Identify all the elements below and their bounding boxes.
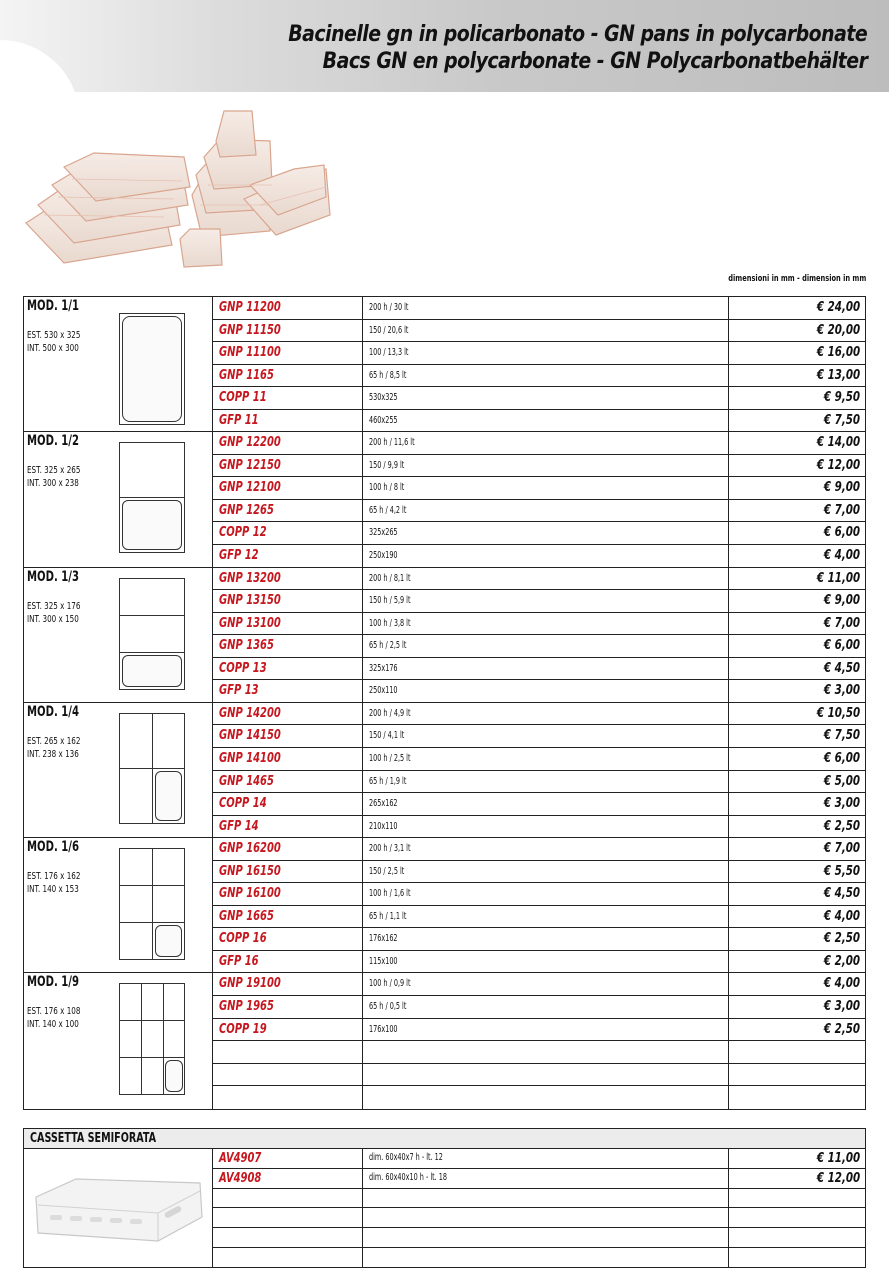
table-row [213,568,865,591]
product-desc: 115x100 [369,955,398,967]
module-block [24,838,865,973]
external-dimensions: EST. 265 x 162 [27,735,81,747]
product-code: COPP 13 [219,660,267,676]
product-price: € 9,50 [823,390,860,406]
product-desc: 210x110 [369,820,398,832]
table-row [213,1208,865,1228]
product-code: GFP 11 [219,412,259,428]
module-block [24,568,865,703]
product-price: € 10,50 [816,705,860,721]
table-row [213,365,865,388]
product-price: € 3,00 [823,683,860,699]
product-code: GNP 1465 [219,773,274,789]
page-title-line1: Bacinelle gn in policarbonato - GN pans in polycarbonate [288,22,867,47]
module-rows [213,297,865,432]
product-code: GNP 14200 [219,705,281,721]
product-code: GNP 14100 [219,750,281,766]
cassetta-section [23,1128,866,1268]
product-code: GNP 1265 [219,502,274,518]
table-row [213,748,865,771]
module-title: MOD. 1/4 [27,703,79,720]
external-dimensions: EST. 176 x 108 [27,1006,81,1018]
table-row [213,432,865,455]
table-row [213,793,865,816]
module-rows [213,703,865,838]
internal-dimensions: INT. 140 x 100 [27,1019,79,1031]
table-row [213,816,865,839]
table-row [213,342,865,365]
internal-dimensions: INT. 300 x 150 [27,613,79,625]
product-code: GFP 12 [219,548,259,564]
module-rows [213,838,865,973]
table-row [213,545,865,568]
page-title-line2: Bacs GN en polycarbonate - GN Polycarbonatbehälter [322,49,867,74]
module-dimensions [27,735,80,761]
product-desc: 65 h / 1,9 lt [369,775,407,787]
product-desc: 325x176 [369,662,398,674]
product-code: GNP 16100 [219,886,281,902]
product-code: GFP 13 [219,683,259,699]
product-desc: 100 h / 1,6 lt [369,888,411,900]
table-row [213,477,865,500]
product-price: € 20,00 [816,322,860,338]
product-code: GNP 12200 [219,435,281,451]
module-rows [213,432,865,567]
product-code: GNP 11150 [219,322,281,338]
product-price: € 9,00 [823,593,860,609]
module-info [24,297,213,431]
table-row [213,590,865,613]
product-code: GNP 1365 [219,638,274,654]
product-price: € 2,50 [823,818,860,834]
product-price: € 3,00 [823,796,860,812]
internal-dimensions: INT. 500 x 300 [27,343,79,354]
module-info [24,703,213,837]
product-code: COPP 14 [219,796,267,812]
product-price: € 6,00 [823,525,860,541]
product-code: GNP 13100 [219,615,281,631]
module-rows [213,973,865,1108]
product-price: € 13,00 [816,367,860,383]
product-desc: 100 / 13,3 lt [369,347,409,359]
product-desc: 150 / 4,1 lt [369,730,405,742]
product-price: € 2,50 [823,931,860,947]
product-price: € 4,00 [823,908,860,924]
table-row [213,522,865,545]
module-title: MOD. 1/9 [27,974,79,991]
module-rows [213,568,865,703]
product-price: € 6,00 [823,638,860,654]
table-row [213,996,865,1019]
cassetta-header [24,1129,865,1149]
table-row [213,1189,865,1209]
module-block [24,973,865,1109]
table-row [213,906,865,929]
product-price: € 5,50 [823,863,860,879]
product-desc: 150 h / 5,9 lt [369,595,411,607]
product-code: COPP 16 [219,931,267,947]
product-desc: 200 h / 30 lt [369,302,409,313]
table-row [213,1064,865,1087]
table-row [213,658,865,681]
table-row [213,951,865,974]
module-info [24,432,213,566]
table-row [213,410,865,433]
product-price: € 7,00 [823,615,860,631]
product-desc: 200 h / 4,9 lt [369,707,411,719]
external-dimensions: EST. 176 x 162 [27,871,81,883]
product-price: € 12,00 [816,457,860,473]
table-row [213,928,865,951]
crate-photo [30,1161,206,1261]
table-row [213,973,865,996]
product-desc: 250x110 [369,685,398,697]
price-table [23,296,866,1110]
external-dimensions: EST. 530 x 325 [27,330,81,341]
module-title: MOD. 1/3 [27,568,79,585]
product-code: AV4907 [219,1151,262,1166]
product-price: € 3,00 [823,999,860,1015]
product-code: GNP 1665 [219,908,274,924]
internal-dimensions: INT. 140 x 153 [27,884,79,896]
table-row [213,635,865,658]
product-desc: 250x190 [369,550,398,562]
module-title: MOD. 1/1 [27,298,79,314]
product-desc: 200 h / 11,6 lt [369,437,415,449]
product-code: GNP 16150 [219,863,281,879]
module-dimensions [27,600,80,626]
product-price: € 11,00 [816,1151,860,1166]
cassetta-title: CASSETTA SEMIFORATA [30,1131,157,1146]
product-price: € 4,50 [823,886,860,902]
product-desc: 176x100 [369,1023,398,1035]
product-price: € 2,50 [823,1021,860,1037]
product-desc: 150 / 9,9 lt [369,459,405,471]
product-price: € 7,50 [823,412,860,428]
product-price: € 5,00 [823,773,860,789]
table-row [213,1019,865,1042]
product-price: € 12,00 [816,1170,860,1186]
product-desc: 200 h / 3,1 lt [369,843,411,855]
module-dimensions [27,329,80,355]
external-dimensions: EST. 325 x 265 [27,465,81,477]
table-row [213,455,865,478]
product-code: GNP 13150 [219,593,281,609]
module-block [24,297,865,432]
table-row [213,613,865,636]
product-code: COPP 19 [219,1021,267,1037]
product-price: € 7,00 [823,502,860,518]
table-row [213,771,865,794]
product-code: GNP 11100 [219,345,281,361]
table-row [213,1041,865,1064]
module-block [24,432,865,567]
product-desc: 100 h / 8 lt [369,482,405,494]
product-code: GNP 11200 [219,300,281,315]
internal-dimensions: INT. 300 x 238 [27,478,79,490]
product-desc: 200 h / 8,1 lt [369,572,411,584]
module-block [24,703,865,838]
product-desc: 150 / 2,5 lt [369,865,405,877]
product-price: € 9,00 [823,480,860,496]
product-code: GNP 14150 [219,728,281,744]
product-desc: 100 h / 2,5 lt [369,752,411,764]
module-info [24,838,213,972]
product-desc: 150 / 20,6 lt [369,324,409,336]
product-code: COPP 11 [219,390,267,406]
product-price: € 7,00 [823,841,860,857]
product-price: € 11,00 [816,570,860,586]
gn-pans-photo [24,105,334,280]
table-row [213,703,865,726]
product-code: GFP 14 [219,818,259,834]
product-desc: 65 h / 0,5 lt [369,1001,407,1013]
table-row [213,1149,865,1169]
product-price: € 14,00 [816,435,860,451]
table-row [213,500,865,523]
product-price: € 2,00 [823,953,860,969]
product-price: € 4,00 [823,976,860,992]
module-title: MOD. 1/2 [27,433,79,450]
internal-dimensions: INT. 238 x 136 [27,748,79,760]
product-desc: dim. 60x40x7 h - lt. 12 [369,1152,443,1163]
product-code: GFP 16 [219,953,259,969]
product-desc: 460x255 [369,414,398,426]
product-price: € 16,00 [816,345,860,361]
product-code: GNP 19100 [219,976,281,992]
table-row [213,861,865,884]
product-desc: 265x162 [369,798,398,810]
product-price: € 4,50 [823,660,860,676]
product-desc: 65 h / 1,1 lt [369,910,407,922]
table-row [213,1086,865,1109]
external-dimensions: EST. 325 x 176 [27,600,81,612]
product-code: COPP 12 [219,525,267,541]
table-row [213,297,865,320]
product-desc: 65 h / 8,5 lt [369,369,407,381]
product-code: GNP 12150 [219,457,281,473]
table-row [213,320,865,343]
table-row [213,883,865,906]
product-code: GNP 12100 [219,480,281,496]
table-row [213,680,865,703]
cassetta-rows [213,1149,865,1268]
module-info [24,973,213,1109]
product-code: GNP 13200 [219,570,281,586]
table-row [213,1248,865,1268]
module-dimensions [27,870,80,896]
table-row [213,1228,865,1248]
table-row [213,1169,865,1189]
product-price: € 24,00 [816,300,860,315]
module-dimensions [27,1005,80,1031]
product-desc: 65 h / 4,2 lt [369,504,407,516]
dimensions-note: dimensioni in mm - dimension in mm [728,274,866,284]
product-code: GNP 16200 [219,841,281,857]
product-desc: 176x162 [369,933,398,945]
table-row [213,387,865,410]
module-title: MOD. 1/6 [27,839,79,856]
product-code: GNP 1965 [219,999,274,1015]
product-desc: 100 h / 0,9 lt [369,978,411,990]
product-price: € 7,50 [823,728,860,744]
module-dimensions [27,464,80,490]
product-price: € 4,00 [823,548,860,564]
table-row [213,725,865,748]
product-price: € 6,00 [823,750,860,766]
product-code: AV4908 [219,1170,262,1186]
product-code: GNP 1165 [219,367,274,383]
product-desc: dim. 60x40x10 h - lt. 18 [369,1171,448,1183]
product-desc: 325x265 [369,527,398,539]
product-desc: 100 h / 3,8 lt [369,617,411,629]
cassetta-image-cell [24,1149,213,1267]
product-desc: 65 h / 2,5 lt [369,640,407,652]
product-desc: 530x325 [369,392,398,404]
module-info [24,568,213,702]
table-row [213,838,865,861]
